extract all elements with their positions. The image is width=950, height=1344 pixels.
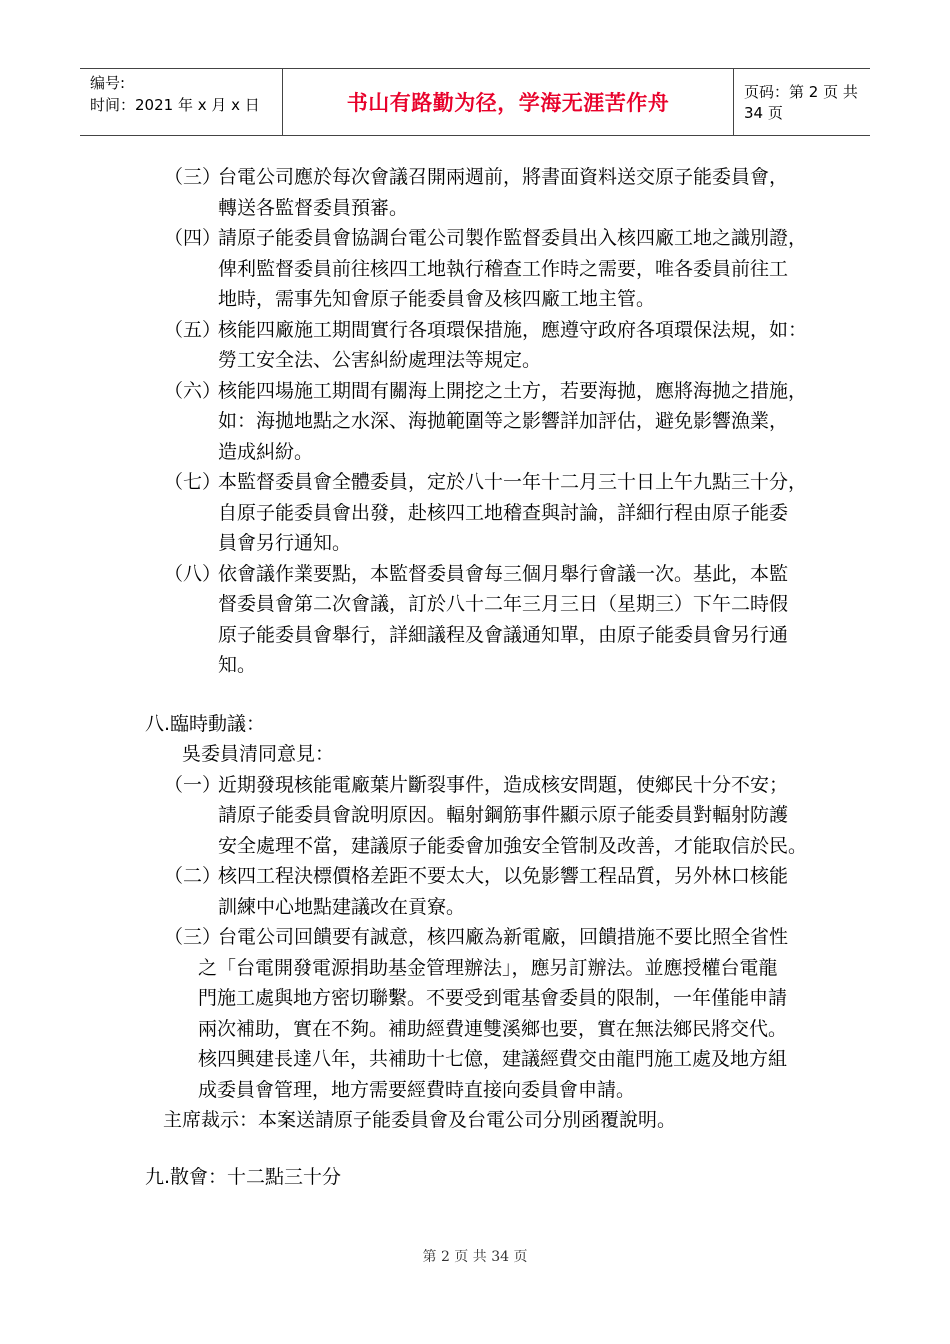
list-item-line: 本監督委員會全體委員，定於八十一年十二月三十日上午九點三十分， [218, 471, 808, 493]
document-number-label: 编号: [90, 74, 126, 92]
list-item-line: 請原子能委員會協調台電公司製作監督委員出入核四廠工地之識別證， [218, 227, 808, 249]
list-item-line: 勞工安全法、公害糾紛處理法等規定。 [218, 349, 542, 371]
list-item-line: 知。 [218, 654, 257, 676]
page-footer [0, 1246, 950, 1266]
list-item-line: 請原子能委員會說明原因。輻射鋼筋事件顯示原子能委員對輻射防護 [218, 804, 789, 826]
list-item-label: （一） [164, 773, 222, 796]
list-item-line: 自原子能委員會出發，赴核四工地稽查與討論，詳細行程由原子能委 [218, 501, 789, 524]
list-item-line: 核四興建長達八年，共補助十七億，建議經費交由龍門施工處及地方組 [198, 1048, 788, 1070]
list-item-line: 督委員會第二次會議，訂於八十二年三月三日（星期三）下午二時假 [218, 593, 789, 615]
list-item-label: （二） [164, 865, 222, 887]
list-item-line: 兩次補助，實在不夠。補助經費連雙溪鄉也要，實在無法鄉民將交代。 [198, 1017, 788, 1040]
list-item-line: 安全處理不當，建議原子能委會加強安全管制及改善，才能取信於民。 [218, 834, 808, 857]
header-motto-cell [282, 69, 734, 135]
list-item-line: 訓練中心地點建議改在貢寮。 [218, 895, 466, 918]
list-item-line: 成委員會管理，地方需要經費時直接向委員會申請。 [198, 1078, 636, 1101]
list-item-label: （六） [164, 379, 222, 402]
list-item-line: 門施工處與地方密切聯繫。不要受到電基會委員的限制，一年僅能申請 [198, 987, 788, 1009]
section-heading: 九.散會：十二點三十分 [145, 1165, 342, 1188]
document-date: 时间：2021 年 x 月 x 日 [90, 96, 260, 114]
list-item-line: 之「台電開發電源捐助基金管理辦法」，應另訂辦法。並應授權台電龍 [198, 956, 778, 979]
list-item-line: 近期發現核能電廠葉片斷裂事件，造成核安問題，使鄉民十分不安； [218, 773, 789, 796]
list-item-label: （三） [164, 926, 222, 948]
list-item-line: 核能四廠施工期間實行各項環保措施，應遵守政府各項環保法規，如： [218, 318, 808, 341]
list-item-label: （三） [164, 166, 222, 188]
list-item-line: 原子能委員會舉行，詳細議程及會議通知單，由原子能委員會另行通 [218, 623, 789, 646]
header-page-info: 页码：第 2 页 共 34 页 [744, 83, 858, 122]
list-item-line: 俾利監督委員前往核四工地執行稽查工作時之需要，唯各委員前往工 [218, 257, 789, 280]
list-item-line: 造成糾紛。 [218, 440, 314, 463]
list-item-line: 台電公司回饋要有誠意，核四廠為新電廠，回饋措施不要比照全省性 [218, 926, 789, 948]
list-item-line: 核能四場施工期間有關海上開挖之土方，若要海拋，應將海拋之措施， [218, 379, 808, 402]
section-heading: 八.臨時動議： [145, 712, 266, 735]
header-motto: 书山有路勤为径，学海无涯苦作舟 [346, 91, 670, 115]
speaker-line: 吳委員清同意見： [182, 743, 335, 765]
list-item-line: 台電公司應於每次會議召開兩週前，將書面資料送交原子能委員會， [218, 166, 789, 188]
list-item-label: （八） [164, 562, 222, 585]
list-item-line: 核四工程決標價格差距不要太大，以免影響工程品質，另外林口核能 [218, 865, 789, 887]
list-item-label: （四） [164, 227, 222, 249]
list-item-line: 轉送各監督委員預審。 [218, 196, 409, 219]
page-header [80, 68, 870, 136]
list-item-label: （五） [164, 318, 222, 341]
chair-ruling: 主席裁示：本案送請原子能委員會及台電公司分別函覆說明。 [163, 1109, 677, 1131]
list-item-line: 員會另行通知。 [218, 532, 352, 554]
footer-page-number: 第 2 页 共 34 页 [422, 1249, 528, 1265]
list-item-label: （七） [164, 471, 222, 493]
list-item-line: 如：海拋地點之水深、海拋範圍等之影響詳加評估，避免影響漁業， [218, 410, 789, 432]
list-item-line: 依會議作業要點，本監督委員會每三個月舉行會議一次。基此，本監 [218, 562, 789, 585]
header-meta [80, 69, 282, 135]
header-page-info-cell [734, 69, 870, 135]
list-item-line: 地時，需事先知會原子能委員會及核四廠工地主管。 [218, 288, 656, 310]
